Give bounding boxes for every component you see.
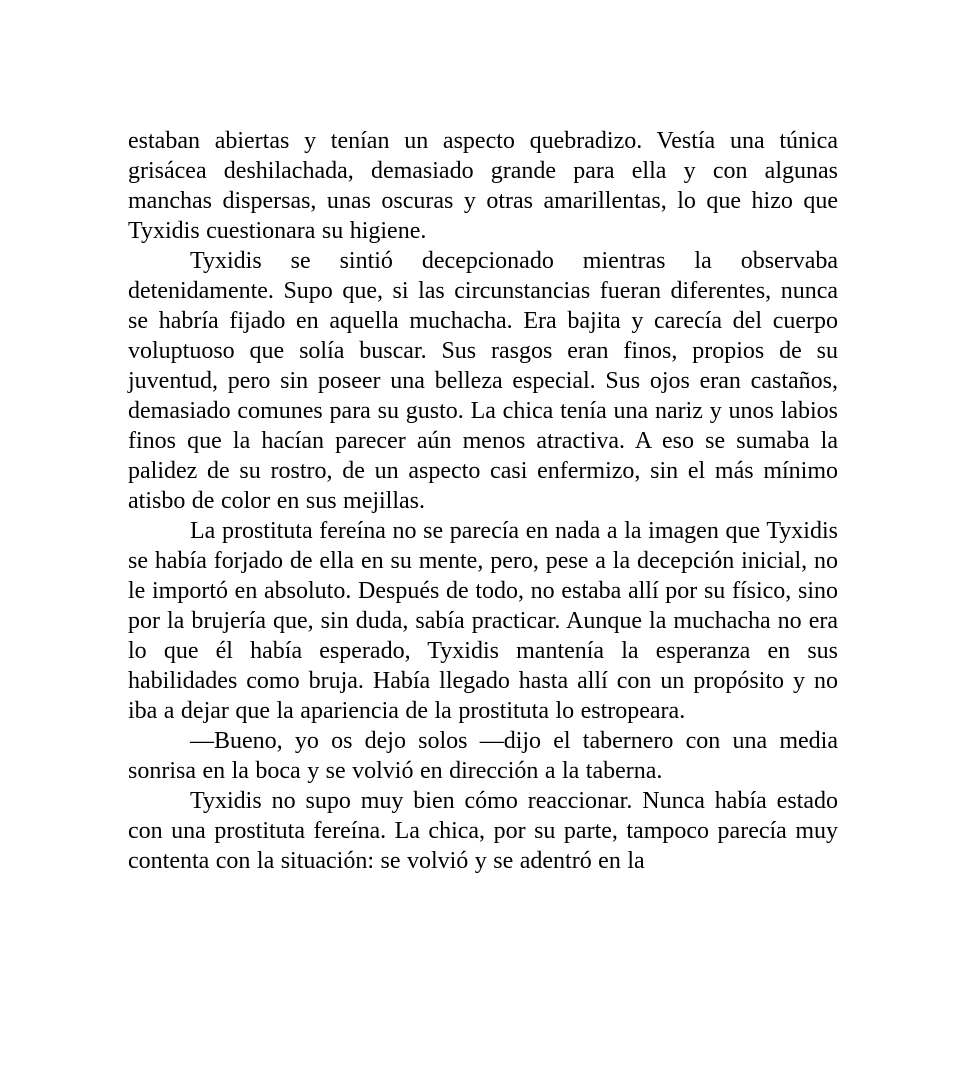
text-column <box>128 126 838 876</box>
paragraph: Tyxidis no supo muy bien cómo reaccionar. Nunca había estado con una prostituta fereína. La chica, por su parte, tampoco parecía muy contenta con la situación: se volvió y se adentró en la <box>128 788 838 874</box>
paragraph: Tyxidis se sintió decepcionado mientras la observaba detenidamente. Supo que, si las circunstancias fueran diferentes, nunca se habría fijado en aquella muchacha. Era bajita y carecía del cuerpo voluptuoso que solía buscar. Sus rasgos eran finos, propios de su juventud, pero sin poseer una belleza especial. Sus ojos eran castaños, demasiado comunes para su gusto. La chica tenía una nariz y unos labios finos que la hacían parecer aún menos atractiva. A eso se sumaba la palidez de su rostro, de un aspecto casi enfermizo, sin el más mínimo atisbo de color en sus mejillas. <box>128 248 838 514</box>
paragraph-dialogue: —Bueno, yo os dejo solos —dijo el tabernero con una media sonrisa en la boca y se volvió en dirección a la taberna. <box>128 728 838 784</box>
paragraph: La prostituta fereína no se parecía en nada a la imagen que Tyxidis se había forjado de ella en su mente, pero, pese a la decepción inicial, no le importó en absoluto. Después de todo, no estaba allí por su físico, sino por la brujería que, sin duda, sabía practicar. Aunque la muchacha no era lo que él había esperado, Tyxidis mantenía la esperanza en sus habilidades como bruja. Había llegado hasta allí con un propósito y no iba a dejar que la apariencia de la prostituta lo estropeara. <box>128 518 838 724</box>
paragraph-continuation: estaban abiertas y tenían un aspecto quebradizo. Vestía una túnica grisácea deshilachada, demasiado grande para ella y con algunas manchas dispersas, unas oscuras y otras amarillentas, lo que hizo que Tyxidis cuestionara su higiene. <box>128 128 838 244</box>
